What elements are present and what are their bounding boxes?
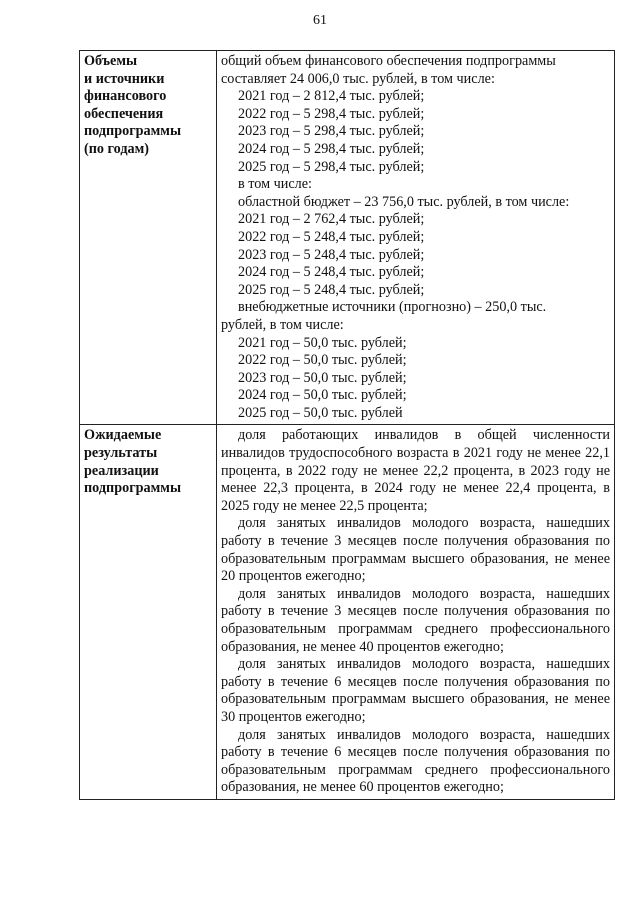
funding-line: областной бюджет – 23 756,0 тыс. рублей, в том числе: (238, 193, 570, 210)
funding-line: 2024 год – 5 298,4 тыс. рублей; (238, 140, 425, 157)
funding-line: 2021 год – 50,0 тыс. рублей; (238, 334, 407, 351)
result-paragraph: доля занятых инвалидов молодого возраста, нашедших работу в течение 6 месяцев после получения образования по образовательным программам высшего образования, не менее 30 процентов ежегодно; (221, 656, 610, 725)
funding-line: 2024 год – 50,0 тыс. рублей; (238, 387, 407, 404)
funding-line: составляет 24 006,0 тыс. рублей, в том числе: (221, 70, 495, 87)
funding-row (80, 51, 615, 425)
results-row (80, 425, 615, 799)
result-paragraph: доля работающих инвалидов в общей численности инвалидов трудоспособного возраста в 2021 году не менее 22,1 процента, в 2022 году не менее 22,2 процента, в 2023 году не менее 22,3 процента, в 2024 году не менее 22,4 процента, в 2025 году не менее 22,5 процента; (221, 427, 610, 514)
funding-line: 2021 год – 2 762,4 тыс. рублей; (238, 211, 425, 228)
funding-line: 2021 год – 2 812,4 тыс. рублей; (238, 88, 425, 105)
funding-line: 2025 год – 5 248,4 тыс. рублей; (238, 281, 425, 298)
results-label-line: реализации (84, 462, 159, 479)
funding-label-line: подпрограммы (84, 123, 182, 140)
results-content-cell (217, 425, 615, 799)
funding-content-cell (217, 51, 615, 425)
funding-line: 2022 год – 5 248,4 тыс. рублей; (238, 228, 425, 245)
results-label-line: Ожидаемые (84, 427, 162, 444)
result-paragraph: доля занятых инвалидов молодого возраста, нашедших работу в течение 6 месяцев после получения образования по образовательным программам среднего профессионального образования, не менее 60 процентов ежегодно; (221, 726, 610, 796)
funding-label-line: финансового (84, 88, 167, 105)
funding-line: 2025 год – 5 298,4 тыс. рублей; (238, 158, 425, 175)
funding-label-line: Объемы (84, 53, 138, 69)
funding-line: 2025 год – 50,0 тыс. рублей (238, 404, 403, 421)
funding-line: в том числе: (238, 176, 312, 193)
funding-line: 2024 год – 5 248,4 тыс. рублей; (238, 264, 425, 281)
funding-line: общий объем финансового обеспечения подпрограммы (221, 53, 556, 69)
funding-line: 2022 год – 5 298,4 тыс. рублей; (238, 105, 425, 122)
results-label-line: результаты (84, 445, 158, 462)
funding-line: внебюджетные источники (прогнозно) – 250,0 тыс. (238, 299, 547, 316)
funding-line: 2023 год – 5 298,4 тыс. рублей; (238, 123, 425, 140)
funding-line: 2022 год – 50,0 тыс. рублей; (238, 352, 407, 369)
funding-label-cell (80, 51, 217, 425)
funding-line: 2023 год – 50,0 тыс. рублей; (238, 369, 407, 386)
page-number: 61 (313, 13, 327, 28)
passport-table (79, 50, 615, 800)
results-label-line: подпрограммы (84, 480, 182, 497)
result-paragraph: доля занятых инвалидов молодого возраста, нашедших работу в течение 3 месяцев после получения образования по образовательным программам высшего образования, не менее 20 процентов ежегодно; (221, 515, 610, 585)
funding-line: 2023 год – 5 248,4 тыс. рублей; (238, 246, 425, 263)
funding-label-line: обеспечения (84, 105, 164, 122)
funding-label-line: и источники (84, 70, 165, 87)
result-paragraph: доля занятых инвалидов молодого возраста, нашедших работу в течение 3 месяцев после получения образования по образовательным программам среднего профессионального образования, не менее 40 процентов ежегодно; (221, 585, 610, 655)
results-label-cell (80, 425, 217, 799)
funding-line: рублей, в том числе: (221, 316, 344, 333)
funding-label-line: (по годам) (84, 140, 149, 157)
